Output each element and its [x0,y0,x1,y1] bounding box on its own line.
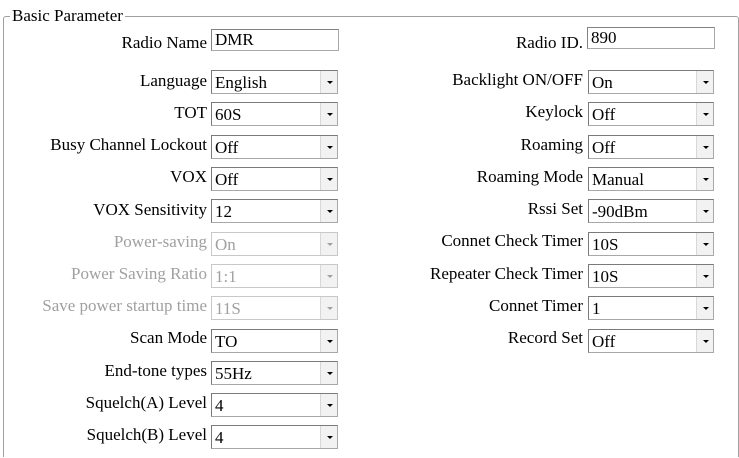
connet-timer-select[interactable] [588,296,714,320]
chevron-down-icon[interactable] [320,394,337,416]
power-saving-select [211,232,338,256]
chevron-down-icon[interactable] [696,136,713,158]
chevron-down-icon[interactable] [320,168,337,190]
tot-label: TOT [174,103,207,122]
radio-id-label: Radio ID. [515,33,583,52]
chevron-down-icon[interactable] [696,233,713,255]
keylock-value: Off [592,105,616,124]
squelch-b-level-value: 4 [215,428,224,447]
power-saving-ratio-label: Power Saving Ratio [71,264,207,283]
connet-check-timer-value: 10S [592,235,619,254]
record-set-value: Off [592,332,616,351]
repeater-check-timer-label: Repeater Check Timer [430,264,583,283]
chevron-down-icon[interactable] [320,330,337,352]
squelch-a-level-select[interactable] [211,393,338,417]
keylock-label: Keylock [525,102,583,121]
rssi-set-select[interactable] [588,199,714,223]
chevron-down-icon[interactable] [320,103,337,125]
save-power-startup-label: Save power startup time [42,296,207,315]
save-power-startup-value: 11S [215,299,241,318]
chevron-down-icon[interactable] [696,71,713,93]
power-saving-value: On [215,235,236,254]
chevron-down-icon[interactable] [696,265,713,287]
roaming-select[interactable] [588,135,714,159]
power-saving-ratio-select [211,264,338,288]
vox-select[interactable] [211,167,338,191]
scan-mode-label: Scan Mode [130,328,207,347]
busy-channel-lockout-value: Off [215,138,239,157]
vox-sensitivity-select[interactable] [211,199,338,223]
tot-select[interactable] [211,102,338,126]
rssi-set-label: Rssi Set [527,199,583,218]
busy-channel-lockout-select[interactable] [211,135,338,159]
connet-check-timer-select[interactable] [588,232,714,256]
roaming-mode-value: Manual [592,170,644,189]
power-saving-ratio-value: 1:1 [215,267,237,286]
language-value: English [215,73,267,92]
vox-sensitivity-value: 12 [215,202,232,221]
roaming-mode-select[interactable] [588,167,714,191]
group-title: Basic Parameter [12,6,123,25]
language-select[interactable] [211,70,338,94]
record-set-select[interactable] [588,329,714,353]
chevron-down-icon[interactable] [320,362,337,384]
chevron-down-icon[interactable] [696,168,713,190]
chevron-down-icon [320,233,337,255]
radio-name-input[interactable]: DMR [211,29,339,51]
repeater-check-timer-value: 10S [592,267,619,286]
keylock-select[interactable] [588,102,714,126]
radio-name-label: Radio Name [121,33,207,52]
chevron-down-icon[interactable] [696,297,713,319]
backlight-value: On [592,73,613,92]
vox-label: VOX [170,167,207,186]
chevron-down-icon [320,265,337,287]
busy-channel-lockout-label: Busy Channel Lockout [50,135,207,154]
backlight-select[interactable] [588,70,714,94]
rssi-set-value: -90dBm [592,202,648,221]
backlight-label: Backlight ON/OFF [452,70,583,89]
repeater-check-timer-select[interactable] [588,264,714,288]
chevron-down-icon [320,297,337,319]
end-tone-types-select[interactable] [211,361,338,385]
chevron-down-icon[interactable] [696,200,713,222]
connet-timer-label: Connet Timer [489,296,583,315]
tot-value: 60S [215,105,242,124]
language-label: Language [139,71,207,90]
chevron-down-icon[interactable] [320,200,337,222]
record-set-label: Record Set [507,328,583,347]
connet-check-timer-label: Connet Check Timer [441,231,583,250]
radio-id-input[interactable]: 890 [587,27,715,49]
vox-value: Off [215,170,239,189]
power-saving-label: Power-saving [113,232,207,251]
chevron-down-icon[interactable] [320,136,337,158]
chevron-down-icon[interactable] [320,426,337,448]
scan-mode-value: TO [215,332,238,351]
squelch-a-level-value: 4 [215,396,224,415]
end-tone-types-label: End-tone types [104,361,207,380]
roaming-mode-label: Roaming Mode [476,167,583,186]
chevron-down-icon[interactable] [696,330,713,352]
squelch-a-level-label: Squelch(A) Level [85,393,207,412]
connet-timer-value: 1 [592,299,601,318]
roaming-value: Off [592,138,616,157]
vox-sensitivity-label: VOX Sensitivity [93,200,207,219]
save-power-startup-select [211,296,338,320]
squelch-b-level-label: Squelch(B) Level [86,425,207,444]
end-tone-types-value: 55Hz [215,364,252,383]
squelch-b-level-select[interactable] [211,425,338,449]
scan-mode-select[interactable] [211,329,338,353]
roaming-label: Roaming [520,135,583,154]
chevron-down-icon[interactable] [696,103,713,125]
chevron-down-icon[interactable] [320,71,337,93]
